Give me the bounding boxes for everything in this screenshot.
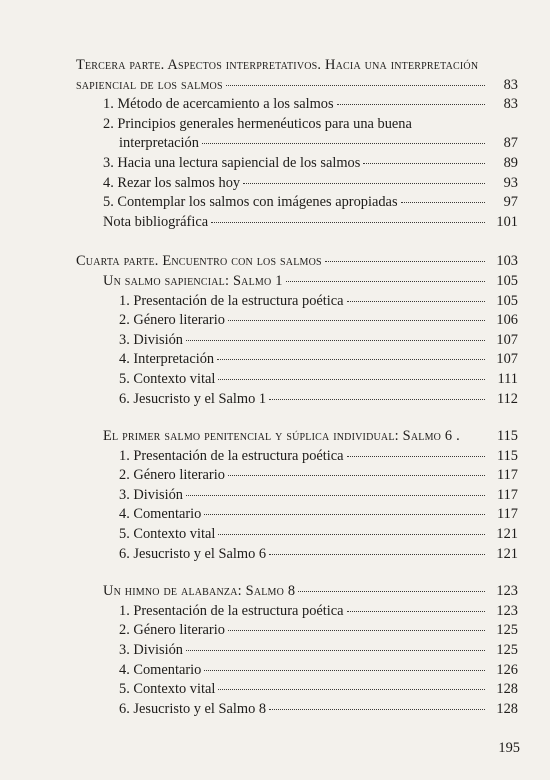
toc-entry [76, 545, 518, 565]
dot-leader [186, 650, 485, 651]
page-ref: 111 [497, 370, 518, 387]
toc-entry [76, 621, 518, 641]
page-ref: 89 [503, 154, 518, 171]
toc-entry [76, 661, 518, 681]
toc-entry [76, 641, 518, 661]
page-ref: 105 [496, 292, 518, 309]
page-ref: 117 [496, 486, 518, 503]
dot-leader [347, 611, 485, 612]
toc-entry [76, 272, 518, 292]
entry-title-continued: interpretación [119, 135, 199, 152]
page-ref: 97 [503, 194, 518, 211]
entry-title: 5. Contexto vital [119, 526, 216, 543]
dot-leader [204, 514, 485, 515]
page-number: 195 [498, 740, 520, 756]
dot-leader [228, 475, 485, 476]
page-ref: 93 [503, 174, 518, 191]
dot-leader [228, 320, 485, 321]
toc-entry [76, 427, 518, 447]
entry-title: 6. Jesucristo y el Salmo 1 [119, 390, 267, 407]
page-ref: 107 [496, 351, 518, 368]
toc-entry [76, 602, 518, 622]
entry-title: 4. Comentario [119, 506, 202, 523]
dot-leader [337, 104, 485, 105]
page-ref: 106 [496, 312, 518, 329]
toc-entry [76, 505, 518, 525]
dot-leader [325, 261, 485, 262]
entry-title: 4. Rezar los salmos hoy [103, 174, 241, 191]
dot-leader [363, 163, 485, 164]
entry-title: 4. Interpretación [119, 351, 215, 368]
page-ref: 128 [496, 700, 518, 717]
toc-entry [76, 311, 518, 331]
entry-title: 6. Jesucristo y el Salmo 8 [119, 700, 267, 717]
page-ref: 115 [496, 447, 518, 464]
page-ref: 115 [496, 428, 518, 445]
entry-title: 5. Contemplar los salmos con imágenes apropiadas [103, 194, 398, 211]
toc-entry [76, 252, 518, 272]
dot-leader [186, 340, 485, 341]
entry-title: 5. Contexto vital [119, 370, 216, 387]
dot-leader [226, 85, 485, 86]
entry-title: 1. Presentación de la estructura poética [119, 447, 344, 464]
dot-leader [218, 689, 485, 690]
page-ref: 121 [496, 526, 518, 543]
toc-entry [76, 350, 518, 370]
dot-leader [347, 301, 485, 302]
toc-entry [76, 331, 518, 351]
page-ref: 123 [496, 602, 518, 619]
toc-entry [76, 95, 518, 115]
page-ref: 87 [503, 135, 518, 152]
toc-entry [76, 390, 518, 410]
page-ref: 128 [496, 681, 518, 698]
entry-title: 1. Presentación de la estructura poética [119, 292, 344, 309]
part-heading: Cuarta parte. Encuentro con los salmos [76, 253, 322, 270]
entry-title: 2. Principios generales hermenéuticos para una buena [103, 115, 412, 132]
page-ref: 125 [496, 642, 518, 659]
dot-leader [269, 709, 485, 710]
dot-leader [401, 202, 485, 203]
subsection-heading: Un salmo sapiencial: Salmo 1 [103, 272, 283, 289]
entry-title: Nota bibliográfica [103, 213, 209, 230]
toc-entry [76, 193, 518, 213]
entry-title: 1. Presentación de la estructura poética [119, 602, 344, 619]
toc-entry [76, 76, 518, 96]
entry-title: 6. Jesucristo y el Salmo 6 [119, 545, 267, 562]
toc-entry [76, 370, 518, 390]
entry-title: 1. Método de acercamiento a los salmos [103, 96, 334, 113]
entry-title: 2. Género literario [119, 622, 225, 639]
entry-title: 3. División [119, 642, 183, 659]
toc-entry [76, 292, 518, 312]
page-ref: 117 [496, 506, 518, 523]
entry-title: 3. División [119, 486, 183, 503]
toc-entry [76, 134, 518, 154]
dot-leader [218, 534, 485, 535]
page-ref: 105 [496, 272, 518, 289]
dot-leader [269, 554, 485, 555]
toc-entry [76, 486, 518, 506]
entry-title: 2. Género literario [119, 312, 225, 329]
page-ref: 101 [496, 213, 518, 230]
toc-entry [76, 154, 518, 174]
table-of-contents [76, 56, 518, 719]
dot-leader [269, 399, 485, 400]
dot-leader [243, 183, 485, 184]
toc-entry [76, 680, 518, 700]
page-ref: 121 [496, 545, 518, 562]
dot-leader [218, 379, 485, 380]
dot-leader [286, 281, 485, 282]
page-ref: 112 [496, 390, 518, 407]
part-heading: sapiencial de los salmos [76, 76, 223, 93]
page-ref: 117 [496, 467, 518, 484]
entry-title: 2. Género literario [119, 467, 225, 484]
entry-title: 3. Hacia una lectura sapiencial de los salmos [103, 154, 361, 171]
dot-leader [202, 143, 485, 144]
part-heading-line: Tercera parte. Aspectos interpretativos. Hacia una interpretación [76, 57, 479, 73]
toc-entry [76, 700, 518, 720]
toc-entry [76, 525, 518, 545]
page-ref: 83 [503, 96, 518, 113]
page-ref: 126 [496, 661, 518, 678]
dot-leader [217, 359, 485, 360]
dot-leader [228, 630, 485, 631]
dot-leader [204, 670, 485, 671]
subsection-heading: El primer salmo penitencial y súplica individual: Salmo 6 . [103, 428, 460, 445]
page-ref: 123 [496, 583, 518, 600]
toc-entry [76, 174, 518, 194]
dot-leader [298, 591, 485, 592]
subsection-heading: Un himno de alabanza: Salmo 8 [103, 583, 296, 600]
toc-entry [76, 447, 518, 467]
dot-leader [211, 222, 485, 223]
page-ref: 103 [496, 253, 518, 270]
entry-title: 4. Comentario [119, 661, 202, 678]
page-ref: 125 [496, 622, 518, 639]
entry-title: 3. División [119, 331, 183, 348]
toc-entry [76, 466, 518, 486]
toc-entry [76, 582, 518, 602]
page-ref: 83 [503, 76, 518, 93]
dot-leader [186, 495, 485, 496]
toc-entry [76, 213, 518, 233]
entry-title: 5. Contexto vital [119, 681, 216, 698]
dot-leader [347, 456, 485, 457]
page-ref: 107 [496, 331, 518, 348]
